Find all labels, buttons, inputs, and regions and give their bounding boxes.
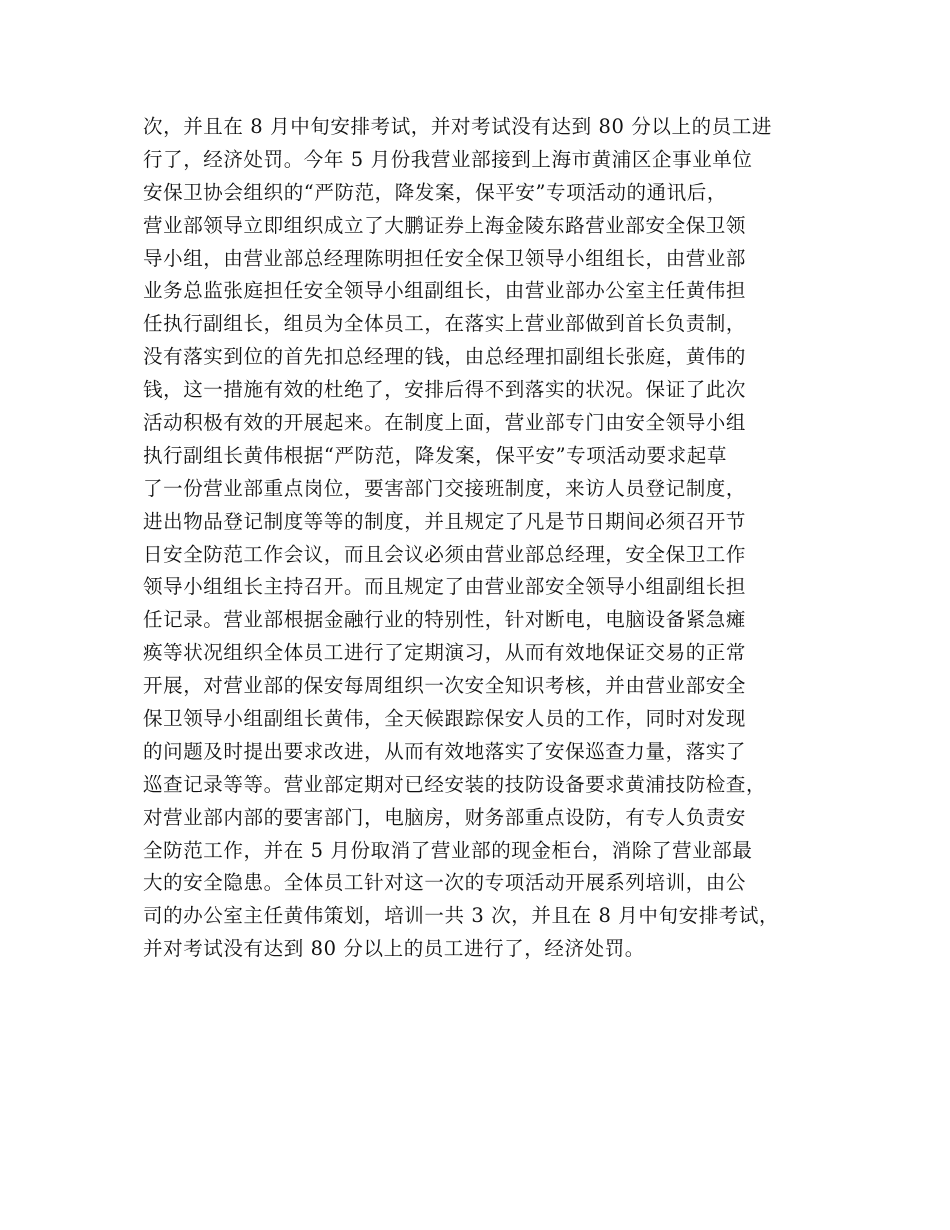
text-line: 导小组，由营业部总经理陈明担任安全保卫领导小组组长，由营业部 bbox=[143, 246, 747, 270]
text-line: 司的办公室主任黄伟策划，培训一共 3 次，并且在 8 月中旬安排考试， bbox=[143, 904, 780, 928]
text-line: 营业部领导立即组织成立了大鹏证券上海金陵东路营业部安全保卫领 bbox=[143, 213, 747, 237]
text-line: 开展，对营业部的保安每周组织一次安全知识考核，并由营业部安全 bbox=[143, 674, 747, 698]
text-line: 任记录。营业部根据金融行业的特别性，针对断电，电脑设备紧急瘫 bbox=[143, 608, 747, 632]
text-line: 痪等状况组织全体员工进行了定期演习，从而有效地保证交易的正常 bbox=[143, 641, 747, 665]
text-line: 活动积极有效的开展起来。在制度上面，营业部专门由安全领导小组 bbox=[143, 411, 747, 435]
text-line: 没有落实到位的首先扣总经理的钱，由总经理扣副组长张庭，黄伟的 bbox=[143, 345, 747, 369]
text-line: 任执行副组长，组员为全体员工，在落实上营业部做到首长负责制， bbox=[143, 312, 747, 336]
text-line: 大的安全隐患。全体员工针对这一次的专项活动开展系列培训，由公 bbox=[143, 871, 747, 895]
text-line: 并对考试没有达到 80 分以上的员工进行了，经济处罚。 bbox=[143, 937, 645, 961]
text-line: 安保卫协会组织的“严防范，降发案，保平安”专项活动的通讯后， bbox=[143, 180, 727, 204]
text-line: 进出物品登记制度等等的制度，并且规定了凡是节日期间必须召开节 bbox=[143, 509, 747, 533]
body-paragraph bbox=[143, 111, 813, 966]
text-line: 业务总监张庭担任安全领导小组副组长，由营业部办公室主任黄伟担 bbox=[143, 279, 747, 303]
text-line: 对营业部内部的要害部门，电脑房，财务部重点设防，有专人负责安 bbox=[143, 805, 747, 829]
text-line: 保卫领导小组副组长黄伟，全天候跟踪保安人员的工作，同时对发现 bbox=[143, 707, 747, 731]
text-line: 领导小组组长主持召开。而且规定了由营业部安全领导小组副组长担 bbox=[143, 575, 747, 599]
text-line: 巡查记录等等。营业部定期对已经安装的技防设备要求黄浦技防检查， bbox=[143, 772, 767, 796]
text-line: 执行副组长黄伟根据“严防范，降发案，保平安”专项活动要求起草 bbox=[143, 443, 727, 467]
text-line: 日安全防范工作会议，而且会议必须由营业部总经理，安全保卫工作 bbox=[143, 542, 747, 566]
text-line: 钱，这一措施有效的杜绝了，安排后得不到落实的状况。保证了此次 bbox=[143, 378, 747, 402]
text-line: 行了，经济处罚。今年 5 月份我营业部接到上海市黄浦区企事业单位 bbox=[143, 147, 753, 171]
text-line: 了一份营业部重点岗位，要害部门交接班制度，来访人员登记制度， bbox=[143, 476, 747, 500]
text-line: 的问题及时提出要求改进，从而有效地落实了安保巡查力量，落实了 bbox=[143, 739, 747, 763]
text-line: 全防范工作，并在 5 月份取消了营业部的现金柜台，消除了营业部最 bbox=[143, 838, 753, 862]
text-line: 次，并且在 8 月中旬安排考试，并对考试没有达到 80 分以上的员工进 bbox=[143, 115, 773, 138]
